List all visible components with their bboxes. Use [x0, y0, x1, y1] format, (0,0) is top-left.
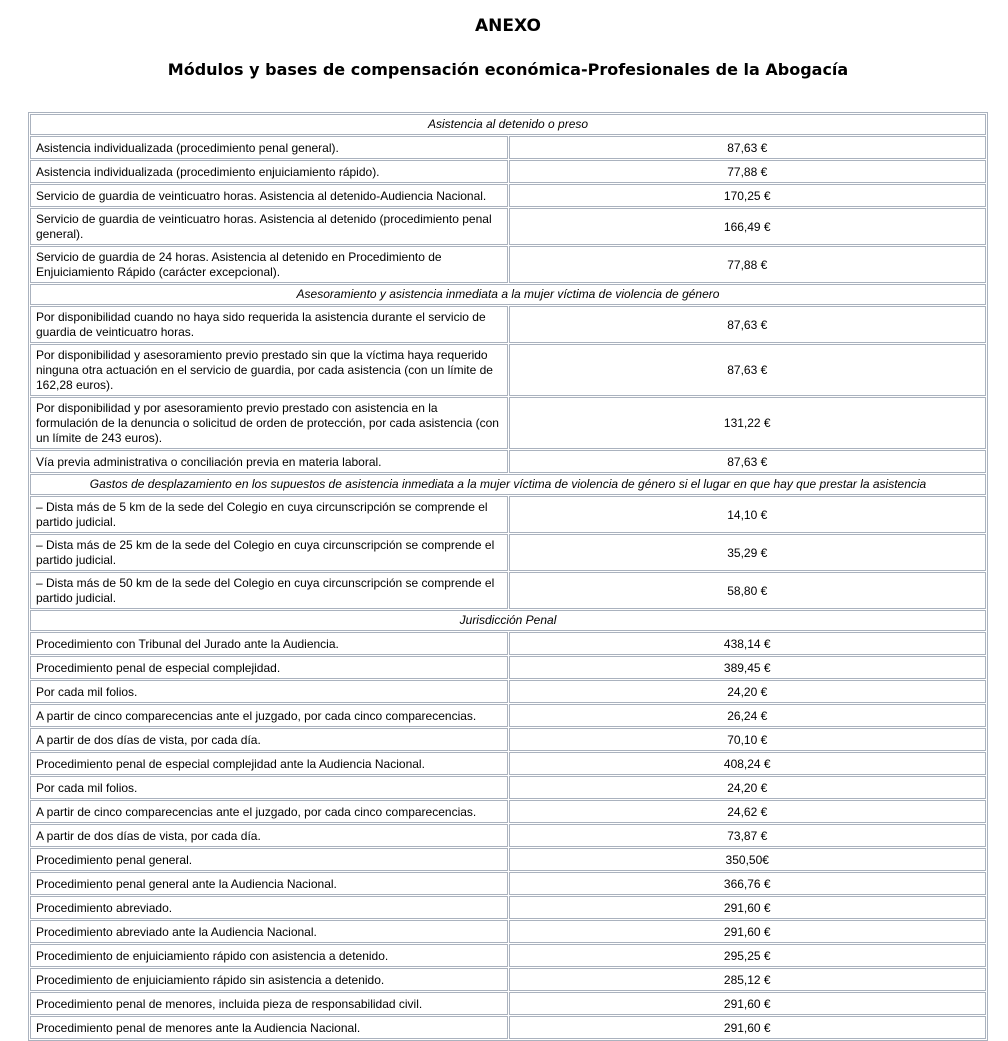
row-description: A partir de dos días de vista, por cada día.: [30, 728, 508, 751]
row-description: Procedimiento penal de menores ante la Audiencia Nacional.: [30, 1016, 508, 1039]
row-description: Procedimiento penal de especial complejidad ante la Audiencia Nacional.: [30, 752, 508, 775]
row-amount: 87,63 €: [509, 306, 987, 343]
row-description: Asistencia individualizada (procedimiento penal general).: [30, 136, 508, 159]
row-description: Por cada mil folios.: [30, 680, 508, 703]
table-row: [30, 776, 986, 799]
row-description: Procedimiento de enjuiciamiento rápido sin asistencia a detenido.: [30, 968, 508, 991]
row-description: Servicio de guardia de veinticuatro horas. Asistencia al detenido-Audiencia Nacional.: [30, 184, 508, 207]
row-amount: 24,62 €: [509, 800, 987, 823]
section-heading: Asesoramiento y asistencia inmediata a la mujer víctima de violencia de género: [30, 284, 986, 305]
row-amount: 87,63 €: [509, 136, 987, 159]
row-amount: 389,45 €: [509, 656, 987, 679]
row-description: Asistencia individualizada (procedimiento enjuiciamiento rápido).: [30, 160, 508, 183]
section-header-row: [30, 610, 986, 631]
table-row: [30, 848, 986, 871]
page-subtitle: Módulos y bases de compensación económica-Profesionales de la Abogacía: [167, 60, 849, 79]
section-header-row: [30, 114, 986, 135]
page-title: ANEXO: [475, 16, 541, 36]
row-description: Vía previa administrativa o conciliación previa en materia laboral.: [30, 450, 508, 473]
table-row: [30, 208, 986, 245]
row-amount: 131,22 €: [509, 397, 987, 449]
row-description: Procedimiento penal de menores, incluida pieza de responsabilidad civil.: [30, 992, 508, 1015]
row-amount: 291,60 €: [509, 920, 987, 943]
row-amount: 350,50€: [509, 848, 987, 871]
row-description: A partir de dos días de vista, por cada día.: [30, 824, 508, 847]
row-description: Procedimiento penal general ante la Audiencia Nacional.: [30, 872, 508, 895]
section-heading: Asistencia al detenido o preso: [30, 114, 986, 135]
row-description: A partir de cinco comparecencias ante el juzgado, por cada cinco comparecencias.: [30, 704, 508, 727]
table-row: [30, 344, 986, 396]
row-description: Procedimiento penal de especial complejidad.: [30, 656, 508, 679]
fees-table: [28, 112, 988, 1041]
table-row: [30, 184, 986, 207]
row-amount: 70,10 €: [509, 728, 987, 751]
section-heading: Gastos de desplazamiento en los supuestos de asistencia inmediata a la mujer víctima de violencia de género si el lugar en que hay que prestar la asistencia: [30, 474, 986, 495]
table-row: [30, 572, 986, 609]
row-description: Por disponibilidad cuando no haya sido requerida la asistencia durante el servicio de guardia de veinticuatro horas.: [30, 306, 508, 343]
row-amount: 24,20 €: [509, 680, 987, 703]
row-amount: 166,49 €: [509, 208, 987, 245]
table-row: [30, 1016, 986, 1039]
row-description: Servicio de guardia de 24 horas. Asistencia al detenido en Procedimiento de Enjuiciamiento Rápido (carácter excepcional).: [30, 246, 508, 283]
section-header-row: [30, 474, 986, 495]
table-row: [30, 872, 986, 895]
row-amount: 87,63 €: [509, 450, 987, 473]
row-amount: 408,24 €: [509, 752, 987, 775]
row-description: Procedimiento penal general.: [30, 848, 508, 871]
table-row: [30, 246, 986, 283]
row-amount: 35,29 €: [509, 534, 987, 571]
row-description: Procedimiento con Tribunal del Jurado ante la Audiencia.: [30, 632, 508, 655]
row-amount: 26,24 €: [509, 704, 987, 727]
row-amount: 14,10 €: [509, 496, 987, 533]
table-row: [30, 992, 986, 1015]
table-row: [30, 656, 986, 679]
table-row: [30, 944, 986, 967]
table-row: [30, 752, 986, 775]
table-row: [30, 680, 986, 703]
table-row: [30, 896, 986, 919]
row-amount: 291,60 €: [509, 1016, 987, 1039]
row-description: – Dista más de 50 km de la sede del Colegio en cuya circunscripción se comprende el partido judicial.: [30, 572, 508, 609]
row-amount: 366,76 €: [509, 872, 987, 895]
table-row: [30, 136, 986, 159]
row-amount: 58,80 €: [509, 572, 987, 609]
row-description: Servicio de guardia de veinticuatro horas. Asistencia al detenido (procedimiento penal general).: [30, 208, 508, 245]
row-amount: 77,88 €: [509, 246, 987, 283]
table-row: [30, 450, 986, 473]
fees-table-body: [30, 114, 986, 1039]
row-description: Procedimiento de enjuiciamiento rápido con asistencia a detenido.: [30, 944, 508, 967]
table-row: [30, 824, 986, 847]
table-row: [30, 306, 986, 343]
table-row: [30, 728, 986, 751]
row-amount: 73,87 €: [509, 824, 987, 847]
row-amount: 285,12 €: [509, 968, 987, 991]
table-row: [30, 920, 986, 943]
row-description: A partir de cinco comparecencias ante el juzgado, por cada cinco comparecencias.: [30, 800, 508, 823]
row-amount: 170,25 €: [509, 184, 987, 207]
row-description: – Dista más de 5 km de la sede del Colegio en cuya circunscripción se comprende el partido judicial.: [30, 496, 508, 533]
section-header-row: [30, 284, 986, 305]
table-row: [30, 534, 986, 571]
row-amount: 291,60 €: [509, 896, 987, 919]
row-amount: 438,14 €: [509, 632, 987, 655]
section-heading: Jurisdicción Penal: [30, 610, 986, 631]
row-amount: 77,88 €: [509, 160, 987, 183]
row-description: Procedimiento abreviado.: [30, 896, 508, 919]
row-description: Procedimiento abreviado ante la Audiencia Nacional.: [30, 920, 508, 943]
table-row: [30, 800, 986, 823]
table-row: [30, 632, 986, 655]
row-amount: 24,20 €: [509, 776, 987, 799]
row-description: – Dista más de 25 km de la sede del Colegio en cuya circunscripción se comprende el partido judicial.: [30, 534, 508, 571]
table-row: [30, 397, 986, 449]
row-description: Por cada mil folios.: [30, 776, 508, 799]
table-row: [30, 160, 986, 183]
table-row: [30, 968, 986, 991]
row-amount: 87,63 €: [509, 344, 987, 396]
row-amount: 291,60 €: [509, 992, 987, 1015]
table-row: [30, 496, 986, 533]
row-description: Por disponibilidad y por asesoramiento previo prestado con asistencia en la formulación de la denuncia o solicitud de orden de protección, por cada asistencia (con un límite de 243 euros).: [30, 397, 508, 449]
row-amount: 295,25 €: [509, 944, 987, 967]
row-description: Por disponibilidad y asesoramiento previo prestado sin que la víctima haya requerido ninguna otra actuación en el servicio de guardia, por cada asistencia (con un límite de 162,28 euros).: [30, 344, 508, 396]
table-row: [30, 704, 986, 727]
